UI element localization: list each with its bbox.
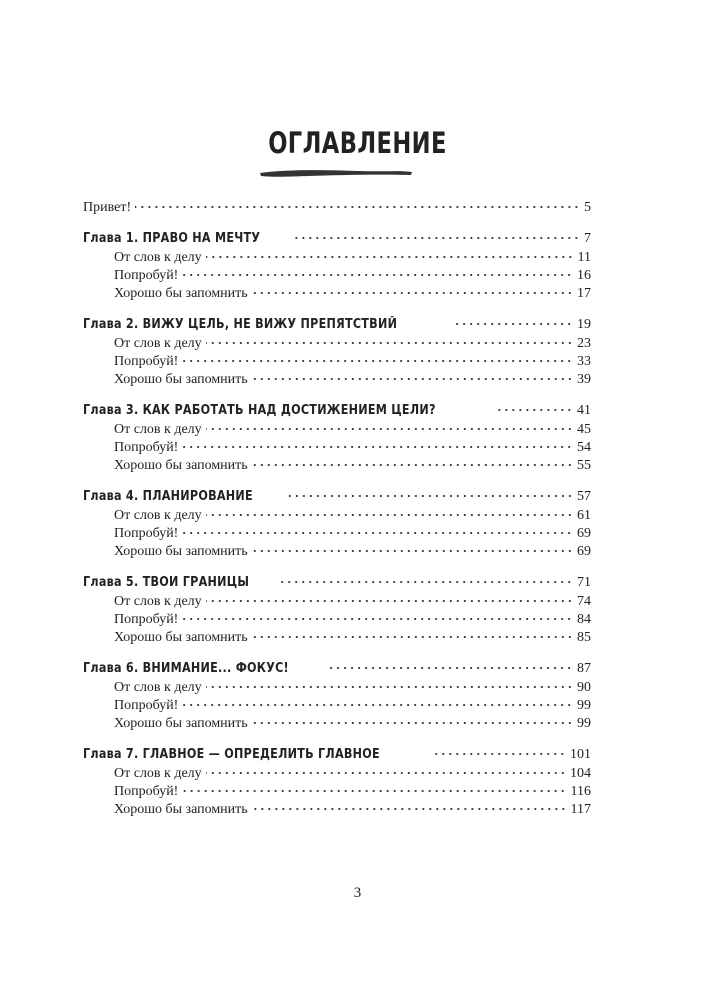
- dot-leader: [252, 378, 573, 380]
- subentry-page: 54: [577, 440, 591, 455]
- chapter-label: Глава 5. ТВОИ ГРАНИЦЫ: [83, 575, 250, 590]
- toc-subentry[interactable]: [83, 268, 591, 286]
- dot-leader: [182, 618, 573, 620]
- subentry-page: 61: [577, 508, 591, 523]
- dot-leader: [182, 790, 566, 792]
- toc-subentry[interactable]: [83, 440, 591, 458]
- dot-leader: [252, 550, 573, 552]
- subentry-label: От слов к делу: [114, 766, 202, 781]
- subentry-page: 11: [577, 250, 591, 265]
- toc-chapter-7[interactable]: [83, 747, 591, 766]
- subentry-page: 33: [577, 354, 591, 369]
- subentry-label: Попробуй!: [114, 440, 179, 455]
- subentry-label: Хорошо бы запомнить: [114, 630, 248, 645]
- dot-leader: [452, 323, 573, 325]
- subentry-page: 23: [577, 336, 591, 351]
- chapter-label: Глава 6. ВНИМАНИЕ... ФОКУС!: [83, 661, 289, 676]
- chapter-page: 87: [577, 661, 591, 676]
- subentry-page: 55: [577, 458, 591, 473]
- dot-leader: [252, 722, 573, 724]
- subentry-page: 39: [577, 372, 591, 387]
- dot-leader: [497, 409, 573, 411]
- dot-leader: [182, 274, 573, 276]
- dot-leader: [252, 464, 573, 466]
- subentry-page: 85: [577, 630, 591, 645]
- subentry-label: Попробуй!: [114, 268, 179, 283]
- toc-subentry[interactable]: [83, 336, 591, 354]
- chapter-label: Глава 7. ГЛАВНОЕ — ОПРЕДЕЛИТЬ ГЛАВНОЕ: [83, 747, 380, 762]
- toc-chapter-6[interactable]: [83, 661, 591, 680]
- toc-subentry[interactable]: [83, 526, 591, 544]
- subentry-label: От слов к делу: [114, 422, 202, 437]
- chapter-page: 57: [577, 489, 591, 504]
- toc-subentry[interactable]: [83, 612, 591, 630]
- subentry-label: Попробуй!: [114, 526, 179, 541]
- toc-chapter-5[interactable]: [83, 575, 591, 594]
- chapter-label: Глава 3. КАК РАБОТАТЬ НАД ДОСТИЖЕНИЕМ ЦЕЛИ?: [83, 403, 436, 418]
- subentry-page: 84: [577, 612, 591, 627]
- dot-leader: [326, 667, 573, 669]
- subentry-page: 16: [577, 268, 591, 283]
- toc-subentry[interactable]: [83, 716, 591, 734]
- toc-entry-page: 5: [584, 200, 591, 215]
- toc-subentry[interactable]: [83, 372, 591, 390]
- subentry-label: Хорошо бы запомнить: [114, 286, 248, 301]
- subentry-label: От слов к делу: [114, 250, 202, 265]
- toc-subentry[interactable]: [83, 354, 591, 372]
- subentry-label: От слов к делу: [114, 594, 202, 609]
- page-title: ОГЛАВЛЕНИЕ: [268, 126, 447, 160]
- subentry-label: Попробуй!: [114, 354, 179, 369]
- chapter-label: Глава 2. ВИЖУ ЦЕЛЬ, НЕ ВИЖУ ПРЕПЯТСТВИЙ: [83, 317, 398, 332]
- chapter-page: 41: [577, 403, 591, 418]
- dot-leader: [206, 514, 573, 516]
- subentry-label: Хорошо бы запомнить: [114, 802, 248, 817]
- toc-entry-label: Привет!: [83, 200, 132, 215]
- toc-chapter-1[interactable]: [83, 231, 591, 250]
- toc-subentry[interactable]: [83, 784, 591, 802]
- toc-subentry[interactable]: [83, 544, 591, 562]
- dot-leader: [206, 256, 574, 258]
- dot-leader: [206, 428, 573, 430]
- toc-subentry[interactable]: [83, 680, 591, 698]
- toc-subentry[interactable]: [83, 286, 591, 304]
- subentry-page: 104: [570, 766, 591, 781]
- dot-leader: [182, 446, 573, 448]
- toc-subentry[interactable]: [83, 508, 591, 526]
- toc-subentry[interactable]: [83, 458, 591, 476]
- title-container: [0, 126, 715, 160]
- toc-subentry[interactable]: [83, 802, 591, 820]
- subentry-page: 69: [577, 544, 591, 559]
- dot-leader: [293, 237, 580, 239]
- toc-entry-intro[interactable]: [83, 200, 591, 218]
- dot-leader: [252, 292, 573, 294]
- chapter-page: 7: [584, 231, 591, 246]
- toc-subentry[interactable]: [83, 594, 591, 612]
- subentry-label: Попробуй!: [114, 612, 179, 627]
- subentry-label: Попробуй!: [114, 784, 179, 799]
- dot-leader: [182, 532, 573, 534]
- subentry-label: Хорошо бы запомнить: [114, 458, 248, 473]
- subentry-label: Хорошо бы запомнить: [114, 544, 248, 559]
- toc-chapter-4[interactable]: [83, 489, 591, 508]
- dot-leader: [432, 753, 566, 755]
- dot-leader: [206, 772, 566, 774]
- subentry-label: Попробуй!: [114, 698, 179, 713]
- dot-leader: [182, 704, 573, 706]
- toc-subentry[interactable]: [83, 630, 591, 648]
- subentry-page: 17: [577, 286, 591, 301]
- dot-leader: [135, 206, 580, 208]
- chapter-label: Глава 1. ПРАВО НА МЕЧТУ: [83, 231, 261, 246]
- chapter-page: 101: [570, 747, 591, 762]
- toc-chapter-3[interactable]: [83, 403, 591, 422]
- subentry-page: 90: [577, 680, 591, 695]
- dot-leader: [285, 495, 573, 497]
- dot-leader: [252, 808, 567, 810]
- dot-leader: [206, 686, 573, 688]
- chapter-page: 19: [577, 317, 591, 332]
- toc-subentry[interactable]: [83, 766, 591, 784]
- subentry-page: 116: [570, 784, 591, 799]
- subentry-page: 69: [577, 526, 591, 541]
- subentry-page: 45: [577, 422, 591, 437]
- chapter-page: 71: [577, 575, 591, 590]
- subentry-page: 99: [577, 716, 591, 731]
- subentry-label: Хорошо бы запомнить: [114, 716, 248, 731]
- subentry-page: 74: [577, 594, 591, 609]
- subentry-label: От слов к делу: [114, 680, 202, 695]
- toc-subentry[interactable]: [83, 422, 591, 440]
- subentry-page: 99: [577, 698, 591, 713]
- toc-subentry[interactable]: [83, 698, 591, 716]
- table-of-contents: [83, 200, 591, 820]
- toc-subentry[interactable]: [83, 250, 591, 268]
- dot-leader: [280, 581, 573, 583]
- page-number: 3: [353, 885, 362, 901]
- toc-chapter-2[interactable]: [83, 317, 591, 336]
- dot-leader: [206, 342, 573, 344]
- dot-leader: [182, 360, 573, 362]
- title-underline: [258, 165, 414, 179]
- subentry-label: Хорошо бы запомнить: [114, 372, 248, 387]
- subentry-label: От слов к делу: [114, 508, 202, 523]
- subentry-page: 117: [570, 802, 591, 817]
- dot-leader: [252, 636, 573, 638]
- chapter-label: Глава 4. ПЛАНИРОВАНИЕ: [83, 489, 253, 504]
- subentry-label: От слов к делу: [114, 336, 202, 351]
- dot-leader: [206, 600, 573, 602]
